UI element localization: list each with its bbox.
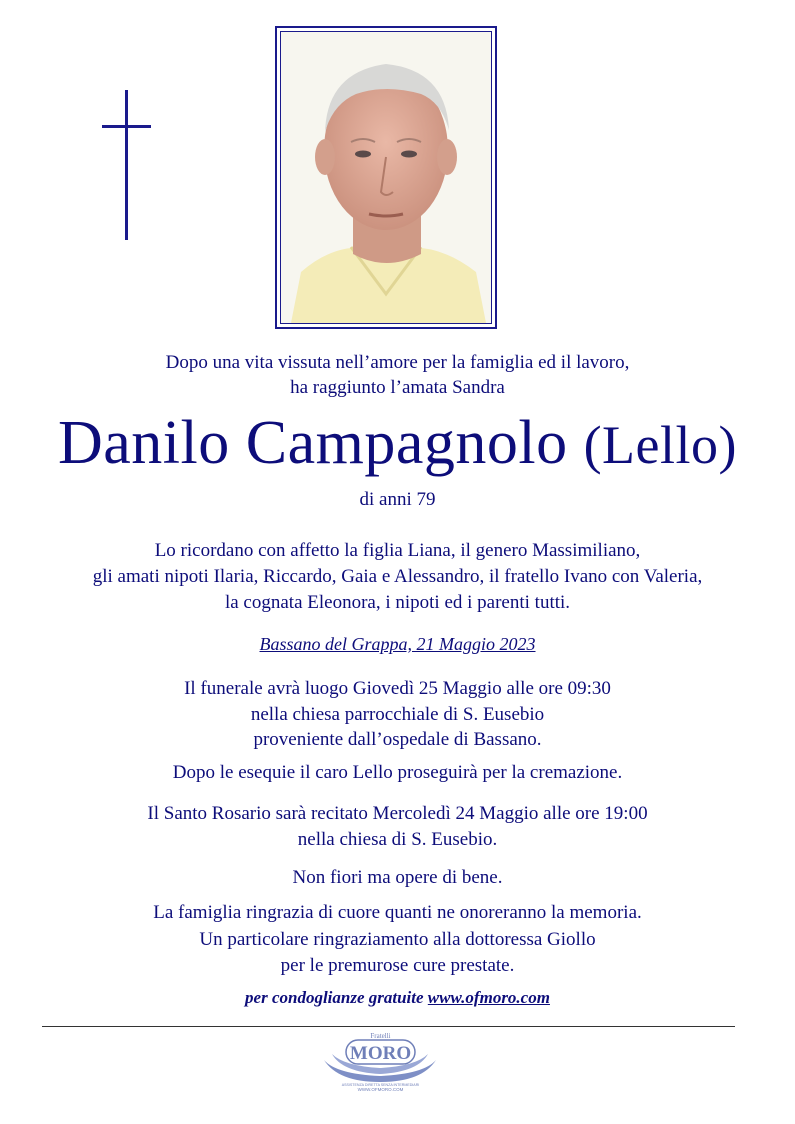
footer-divider <box>42 1026 735 1027</box>
cross-icon <box>125 90 128 240</box>
place-date <box>0 631 795 657</box>
fratelli-moro-logo <box>318 1032 443 1092</box>
intro-text <box>0 350 795 400</box>
rosary-line: Il Santo Rosario sarà recitato Mercoledì 24 Maggio alle ore 19:00 <box>147 803 648 824</box>
mourners-line: gli amati nipoti Ilaria, Riccardo, Gaia e Alessandro, il fratello Ivano con Valeria, <box>92 566 703 587</box>
condolence-line <box>0 985 795 1011</box>
rosary-info <box>0 801 795 853</box>
funeral-info <box>0 676 795 753</box>
flowers-note: Non fiori ma opere di bene. <box>292 867 503 888</box>
thanks-line: Un particolare ringraziamento alla dottoressa Giollo <box>199 928 596 950</box>
rosary-line: nella chiesa di S. Eusebio. <box>297 829 498 850</box>
portrait-photo <box>280 31 492 324</box>
logo-brand-text: MORO <box>349 1043 412 1064</box>
portrait-illustration <box>281 32 491 323</box>
intro-line: ha raggiunto l’amata Sandra <box>290 377 505 398</box>
thanks-text <box>0 900 795 980</box>
condolence-link[interactable]: www.ofmoro.com <box>427 988 550 1007</box>
thanks-line: per le premurose cure prestate. <box>280 955 515 976</box>
deceased-age: di anni 79 <box>359 489 436 510</box>
logo-mark <box>318 1032 443 1092</box>
deceased-nickname: (Lello) <box>583 415 738 475</box>
logo-tagline-text: ASSISTENZA DIRETTA SENZA INTERMEDIARI <box>341 1083 420 1087</box>
condolence-text: per condoglianze gratuite <box>245 988 424 1007</box>
deceased-full-name: Danilo Campagnolo <box>57 409 568 477</box>
funeral-line: Il funerale avrà luogo Giovedì 25 Maggio alle ore 09:30 <box>184 678 611 699</box>
deceased-name <box>0 408 795 480</box>
cremation-note: Dopo le esequie il caro Lello proseguirà per la cremazione. <box>172 762 623 783</box>
portrait-photo-frame <box>275 26 497 329</box>
intro-line: Dopo una vita vissuta nell’amore per la famiglia ed il lavoro, <box>165 352 630 373</box>
mourners-line: Lo ricordano con affetto la figlia Liana, il genero Massimiliano, <box>154 540 641 561</box>
mourners-text <box>0 538 795 616</box>
logo-top-text: Fratelli <box>370 1032 391 1040</box>
thanks-line: La famiglia ringrazia di cuore quanti ne onoreranno la memoria. <box>153 902 642 923</box>
place-date-text: Bassano del Grappa, 21 Maggio 2023 <box>259 634 536 654</box>
funeral-line: proveniente dall’ospedale di Bassano. <box>253 729 542 750</box>
mourners-line: la cognata Eleonora, i nipoti ed i parenti tutti. <box>224 592 571 613</box>
cross-icon-bar <box>102 125 151 128</box>
funeral-line: nella chiesa parrocchiale di S. Eusebio <box>250 703 545 725</box>
logo-url-text: WWW.OFMORO.COM <box>357 1087 404 1092</box>
